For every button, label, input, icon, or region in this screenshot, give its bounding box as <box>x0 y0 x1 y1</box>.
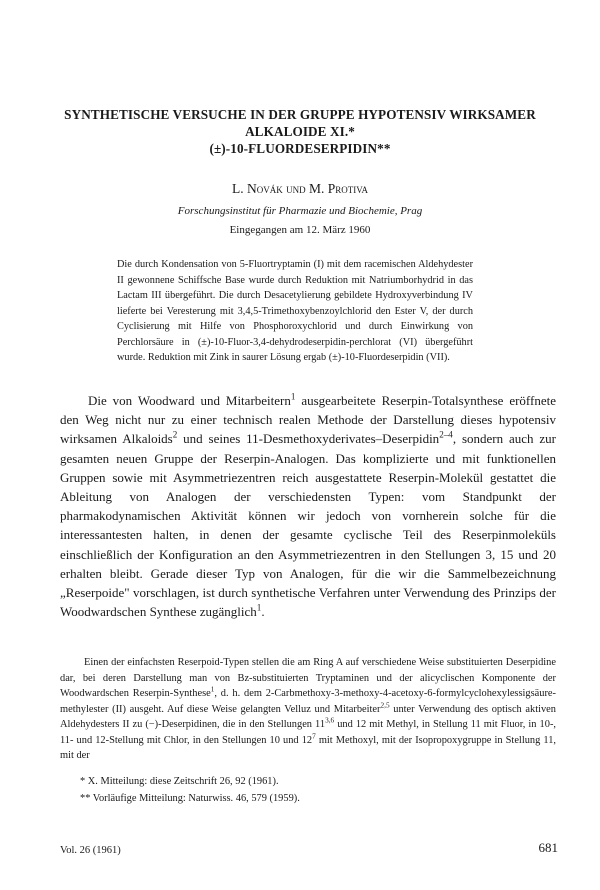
p1-text-c: und seines 11-Desmethoxyderivates–Deserpidin <box>177 431 440 447</box>
footnotes <box>60 773 556 807</box>
p1-ref-4: 1 <box>256 602 262 613</box>
p2-ref-4: 7 <box>312 732 316 741</box>
abstract: Die durch Kondensation von 5-Fluortryptamin (I) mit dem racemischen Aldehydester II gewonnene Schiffsche Base wurde durch Reduktion mit Natriumborhydrid in das Lactam III übergeführt. Die durch Desacetylierung gebildete Hydroxyverbindung IV lieferte bei Veresterung mit 3,4,5-Trimethoxybenzoylchlorid den Ester V, der durch Cyclisierung mit Hilfe von Phosphoroxychlorid und durch Einwirkung von Perchlorsäure in (±)-10-Fluor-3,4-dehydrodeserpidin-perchlorat (VI) übergeführt wurde. Reduktion mit Zink in saurer Lösung ergab (±)-10-Fluordeserpidin (VII). <box>117 259 473 363</box>
body-paragraph-1 <box>60 391 556 621</box>
authors: L. Novák und M. Protiva <box>231 181 369 196</box>
p1-ref-1: 1 <box>290 391 296 402</box>
p2-ref-1: 1 <box>210 685 215 694</box>
title-line-2: ALKALOIDE XI.* <box>245 124 355 139</box>
page-number: 681 <box>538 840 558 855</box>
p2-text-c: unter Verwendung des optisch aktiven Aldehydesters II zu (−)-Deserpidinen, die in den Stellungen 11 <box>60 703 556 730</box>
p1-ref-3: 2–4 <box>439 430 453 441</box>
affiliation: Forschungsinstitut für Pharmazie und Biochemie, Prag <box>177 205 423 217</box>
p2-text-a: Einen der einfachsten Reserpoid-Typen stellen die am Ring A auf verschiedene Weise substituierten Deserpidine dar, bei deren Darstellung man von Bz-substituierten Tryptaminen und der alicyclischen Komponente der Woodwardschen Reserpin-Synthese <box>60 657 556 699</box>
p2-text-e: mit Methoxyl, mit der Isopropoxygruppe in Stellung 11, mit der <box>60 734 556 761</box>
p1-text-d: , sondern auch zur gesamten neuen Gruppe der Reserpin-Analogen. Das komplizierte und mit funktionellen Gruppen sowie mit Asymmetriezentren reich ausgestattete Reserpin-Molekül gestattet die Ableitung von Analogen der verschiedensten Typen: vom Standpunkt der pharmakodynamischen Aktivität können wir jedoch von vornherein solche für die interessantesten halten, in denen der gesamte cyclische Teil des Reserpinmoleküls einschließlich der Konfiguration an den Asymmetriezentren in den Stellungen 3, 15 und 20 erhalten bleibt. Gerade dieser Typ von Analogen, für die wir die Sammelbezeichnung „Reserpoide" vorschlagen, ist durch synthetische Verfahren unter Verwendung des Prinzips der Woodwardschen Synthese zugänglich <box>60 431 556 620</box>
p1-text-a: Die von Woodward und Mitarbeitern <box>88 393 291 408</box>
p1-ref-2: 2 <box>172 430 178 441</box>
p1-text-e: . <box>261 604 265 620</box>
p1-text-b: ausgearbeitete Reserpin-Totalsynthese eröffnete den Weg nicht nur zu einer technisch realen Methode der Darstellung dieses hypotensiv wirksamen Alkaloids <box>60 393 557 447</box>
title-line-1: SYNTHETISCHE VERSUCHE IN DER GRUPPE HYPOTENSIV WIRKSAMER <box>64 107 536 122</box>
p2-text-d: und 12 mit Methyl, in Stellung 11 mit Fluor, in 10-, 11- und 12-Stellung mit Chlor, in den Stellungen 10 und 12 <box>60 719 556 746</box>
article-title <box>40 106 560 157</box>
footnote-1: * X. Mitteilung: diese Zeitschrift 26, 92 (1961). <box>80 776 279 787</box>
received-date: Eingegangen am 12. März 1960 <box>229 224 371 236</box>
journal-volume: Vol. 26 (1961) <box>60 845 121 856</box>
p2-text-b: , d. h. dem 2-Carbmethoxy-3-methoxy-4-acetoxy-6-formylcyclohexylessigsäure-methylester (II) ausgeht. Auf diese Weise gelangten Velluz und Mitarbeiter <box>60 688 556 715</box>
p2-ref-3: 3,6 <box>325 716 335 725</box>
body-paragraph-2 <box>60 655 556 764</box>
title-line-3: (±)-10-FLUORDESERPIDIN** <box>209 141 391 156</box>
p2-ref-2: 2,5 <box>380 701 390 710</box>
footnote-2: ** Vorläufige Mitteilung: Naturwiss. 46, 579 (1959). <box>80 793 300 804</box>
